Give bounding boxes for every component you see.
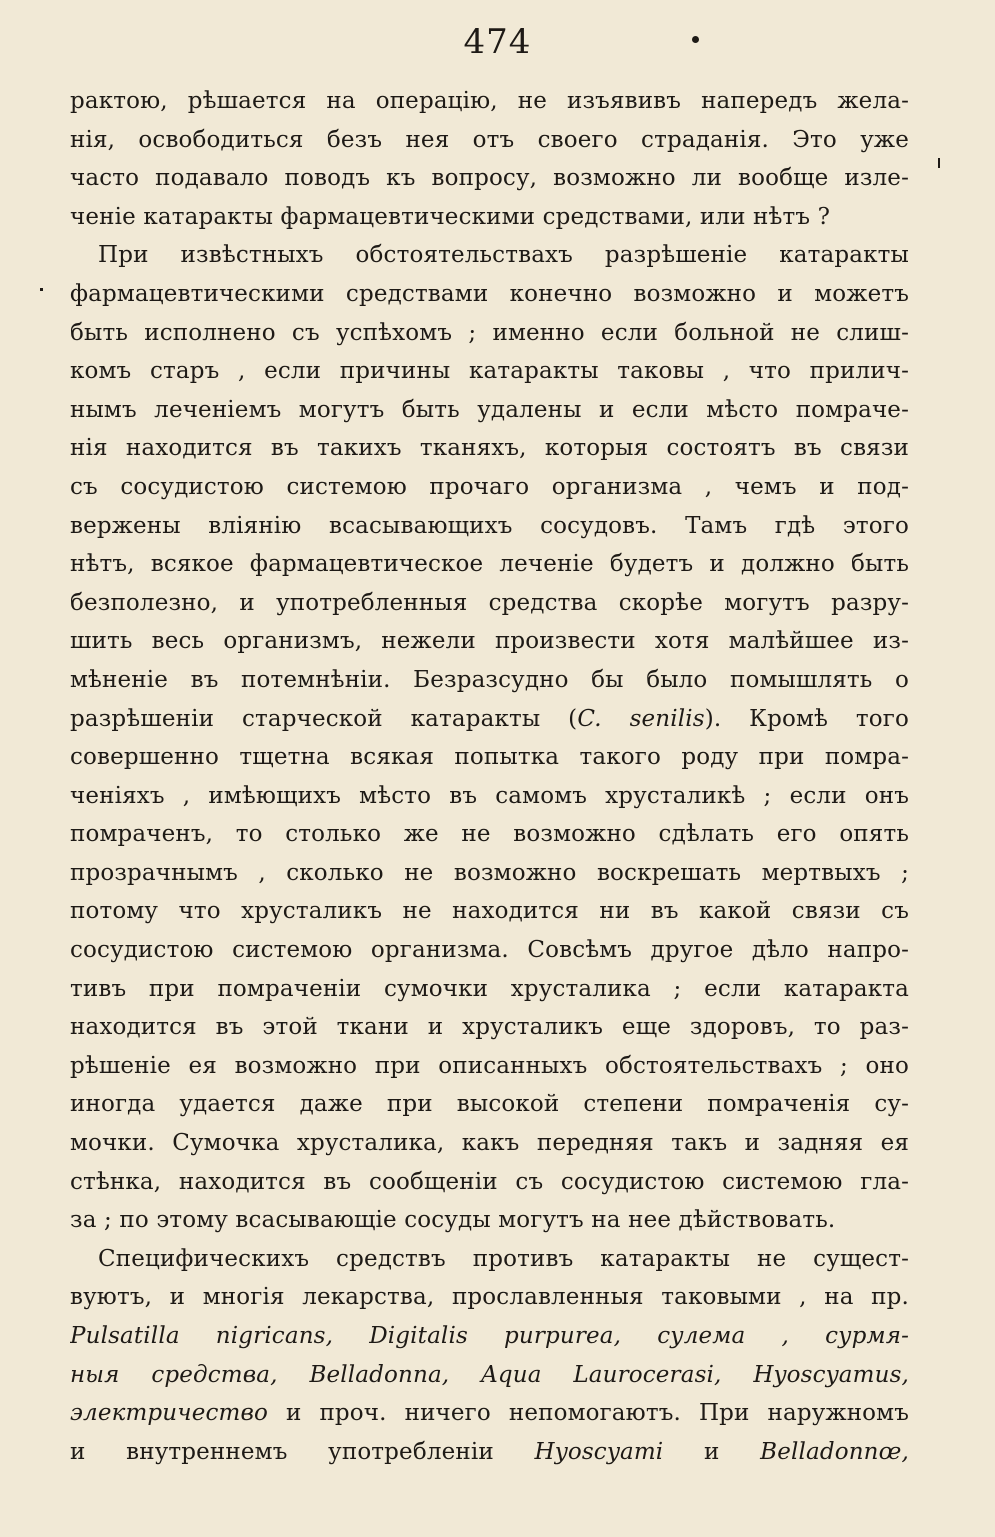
text-span: нымъ леченіемъ могутъ быть удалены и если мѣсто помраче- bbox=[70, 396, 909, 423]
text-span: комъ старъ , если причины катаракты таковы , что прилич- bbox=[70, 358, 909, 385]
text-span: за ; по этому всасывающіе сосуды могутъ на нее дѣйствовать. bbox=[70, 1207, 836, 1234]
text-line bbox=[70, 545, 909, 584]
text-span: нія, освободиться безъ нея отъ своего страданія. Это уже bbox=[70, 126, 909, 153]
text-line bbox=[70, 892, 909, 931]
text-line bbox=[70, 1278, 909, 1317]
text-line bbox=[70, 507, 909, 546]
text-span: и проч. ничего непомогаютъ. При наружномъ bbox=[268, 1400, 909, 1427]
text-line bbox=[70, 352, 909, 391]
text-span: шить весь организмъ, нежели произвести хотя малѣйшее из- bbox=[70, 628, 909, 655]
text-span: тивъ при помраченіи сумочки хрусталика ; если катаракта bbox=[70, 975, 909, 1002]
text-line bbox=[70, 738, 909, 777]
text-line bbox=[70, 468, 909, 507]
margin-mark bbox=[938, 158, 940, 168]
text-line bbox=[70, 1394, 909, 1433]
italic-text: Pulsatilla nigricans, Digitalis purpurea, сулема , сурмя- bbox=[70, 1323, 909, 1349]
text-span: рактою, рѣшается на операцію, не изъявивъ напередъ жела- bbox=[70, 88, 909, 114]
text-span: фармацевтическими средствами конечно возможно и можетъ bbox=[70, 280, 909, 307]
italic-text: C. senilis bbox=[577, 705, 705, 732]
italic-text: электричество bbox=[70, 1400, 269, 1427]
text-span: ). Кромѣ того bbox=[704, 705, 909, 732]
body-text bbox=[70, 82, 909, 1471]
text-span: ченіе катаракты фармацевтическими средствами, или нѣтъ ? bbox=[70, 203, 831, 230]
text-span: мѣненіе въ потемнѣніи. Безразсудно бы было помышлять о bbox=[70, 666, 909, 693]
text-line bbox=[70, 1008, 909, 1047]
text-line bbox=[70, 1317, 909, 1356]
text-span: вержены вліянію всасывающихъ сосудовъ. Тамъ гдѣ этого bbox=[70, 512, 909, 539]
text-line bbox=[70, 661, 909, 700]
margin-mark bbox=[40, 288, 43, 291]
text-line bbox=[70, 1124, 909, 1163]
text-line bbox=[70, 1240, 909, 1279]
text-span: и внутреннемъ употребленіи bbox=[70, 1438, 535, 1465]
text-line bbox=[70, 198, 909, 237]
text-line bbox=[70, 121, 909, 160]
text-line bbox=[70, 700, 909, 739]
text-span: совершенно тщетна всякая попытка такого роду при помра- bbox=[70, 744, 909, 771]
text-line bbox=[70, 1356, 909, 1395]
italic-text: Belladonnœ, bbox=[760, 1438, 909, 1465]
text-span: стѣнка, находится въ сообщеніи съ сосудистою системою гла- bbox=[70, 1168, 909, 1195]
ink-dot bbox=[692, 36, 699, 43]
text-span: При извѣстныхъ обстоятельствахъ разрѣшеніе катаракты bbox=[98, 242, 909, 269]
text-line bbox=[70, 82, 909, 121]
text-span: нія находится въ такихъ тканяхъ, которыя состоятъ въ связи bbox=[70, 435, 909, 462]
text-line bbox=[70, 1201, 909, 1240]
page-number: 474 bbox=[463, 22, 532, 62]
text-span: мочки. Сумочка хрусталика, какъ передняя такъ и задняя ея bbox=[70, 1130, 909, 1157]
text-span: сосудистою системою организма. Совсѣмъ другое дѣло напро- bbox=[70, 937, 909, 964]
text-span: разрѣшеніи старческой катаракты ( bbox=[70, 705, 578, 732]
text-span: рѣшеніе ея возможно при описанныхъ обстоятельствахъ ; оно bbox=[70, 1052, 909, 1079]
text-line bbox=[70, 815, 909, 854]
text-line bbox=[70, 159, 909, 198]
text-line bbox=[70, 970, 909, 1009]
text-line bbox=[70, 854, 909, 893]
text-span: иногда удается даже при высокой степени помраченія су- bbox=[70, 1091, 909, 1118]
text-line bbox=[70, 1047, 909, 1086]
text-span: съ сосудистою системою прочаго организма , чемъ и под- bbox=[70, 473, 909, 500]
text-line bbox=[70, 429, 909, 468]
text-line bbox=[70, 1433, 909, 1472]
text-line bbox=[70, 931, 909, 970]
italic-text: ныя средства, Belladonna, Aqua Laurocerasi, Hyoscyamus, bbox=[70, 1361, 909, 1388]
text-line bbox=[70, 314, 909, 353]
text-line bbox=[70, 1163, 909, 1202]
text-span: прозрачнымъ , сколько не возможно воскрешать мертвыхъ ; bbox=[70, 859, 909, 886]
text-span: потому что хрусталикъ не находится ни въ какой связи съ bbox=[70, 898, 909, 925]
text-line bbox=[70, 236, 909, 275]
text-line bbox=[70, 275, 909, 314]
text-line bbox=[70, 391, 909, 430]
italic-text: Hyoscyami bbox=[534, 1438, 664, 1465]
text-span: ченіяхъ , имѣющихъ мѣсто въ самомъ хрусталикѣ ; если онъ bbox=[70, 782, 909, 809]
text-line bbox=[70, 622, 909, 661]
text-span: безполезно, и употребленныя средства скорѣе могутъ разру- bbox=[70, 589, 909, 616]
text-line bbox=[70, 584, 909, 623]
text-line bbox=[70, 1085, 909, 1124]
text-span: часто подавало поводъ къ вопросу, возможно ли вообще изле- bbox=[70, 165, 909, 192]
text-span: быть исполнено съ успѣхомъ ; именно если больной не слиш- bbox=[70, 319, 909, 346]
text-line bbox=[70, 777, 909, 816]
text-span: Специфическихъ средствъ противъ катаракты не сущест- bbox=[98, 1245, 909, 1272]
text-span: и bbox=[663, 1438, 761, 1465]
text-span: помраченъ, то столько же не возможно сдѣлать его опять bbox=[70, 821, 909, 848]
text-span: находится въ этой ткани и хрусталикъ еще здоровъ, то раз- bbox=[70, 1014, 909, 1041]
text-span: вуютъ, и многія лекарства, прославленныя таковыми , на пр. bbox=[70, 1284, 909, 1311]
text-span: нѣтъ, всякое фармацевтическое леченіе будетъ и должно быть bbox=[70, 551, 909, 578]
